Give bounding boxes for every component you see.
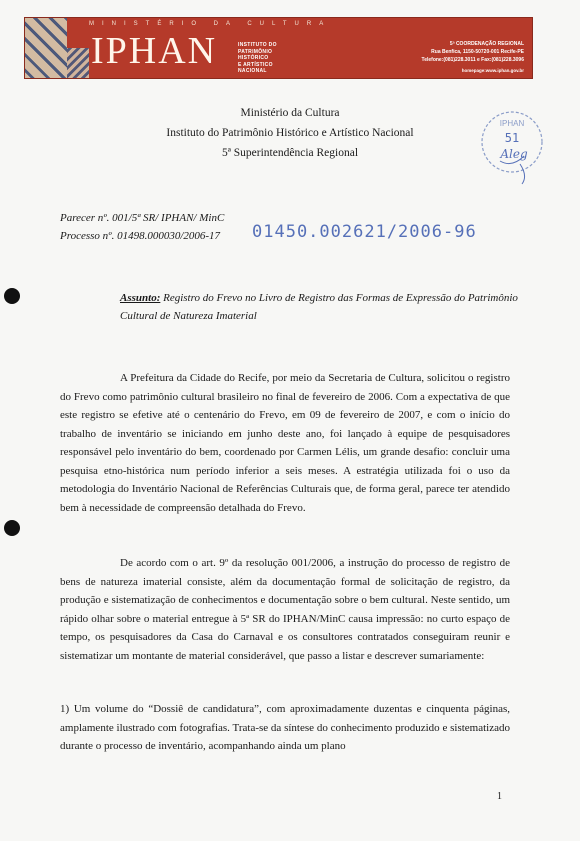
- document-references: [60, 209, 224, 245]
- institute-line: INSTITUTO DO: [238, 42, 277, 48]
- parecer-ref: Parecer nº. 001/5ª SR/ IPHAN/ MinC: [60, 212, 225, 224]
- homepage-text: homepage:www.iphan.gov.br: [461, 68, 524, 73]
- heading-ministry: Ministério da Cultura: [240, 107, 340, 119]
- azulejo-tile-pattern: [25, 18, 67, 78]
- subject-block: [120, 289, 520, 325]
- stamp-number: 51: [504, 131, 520, 145]
- page-number: 1: [497, 791, 502, 802]
- heading-superintendence: 5ª Superintendência Regional: [221, 147, 359, 159]
- institute-name-block: [238, 42, 277, 75]
- processo-ref: Processo nº. 01498.000030/2006-17: [60, 230, 221, 242]
- coord-line: Rua Benfica, 1150-50720-001 Recife-PE: [431, 49, 524, 55]
- coord-line: Telefone:(081)228.3011 e Fax:(081)228.3096: [421, 57, 524, 63]
- ministry-strip-text: MINISTÉRIO DA CULTURA: [89, 21, 332, 27]
- subject-label: Assunto:: [120, 292, 161, 304]
- institute-line: PATRIMÔNIO: [238, 48, 273, 55]
- subject-text: Registro do Frevo no Livro de Registro das Formas de Expressão do Patrimônio Cultural de Natureza Imaterial: [120, 292, 518, 322]
- punch-hole: [4, 288, 20, 304]
- azulejo-tile-pattern-small: [67, 48, 89, 78]
- institute-line: HISTÓRICO: [238, 55, 269, 61]
- paragraph-2: De acordo com o art. 9º da resolução 001/2006, a instrução do processo de registro de bens de natureza imaterial consiste, além da documentação formal de solicitação de registro, da produção e sistematização de conhecimentos e documentação sobre o bem cultural. Neste sentido, um rápido olhar sobre o material entregue à 5ª SR do IPHAN/MinC causa impressão: no curto espaço de tempo, os pesquisadores da Casa do Carnaval e os consultores contratados conseguiram reunir e sistematizar um montante de material considerável, que passo a listar e descrever sumariamente:: [60, 557, 510, 662]
- coord-line: 5ª COORDENAÇÃO REGIONAL: [449, 41, 524, 47]
- iphan-page-stamp: [472, 106, 552, 186]
- institute-line: E ARTÍSTICO: [238, 61, 273, 68]
- coordination-address-block: [374, 40, 524, 64]
- stamp-signature: Aleg: [500, 147, 528, 161]
- stamp-top-text: IPHAN: [499, 119, 525, 128]
- punch-hole: [4, 520, 20, 536]
- paragraph-1: A Prefeitura da Cidade do Recife, por meio da Secretaria de Cultura, solicitou o registro do Frevo como patrimônio cultural brasileiro no final de fevereiro de 2006. Com a expectativa de que este registro se efetive até o centenário do Frevo, em 09 de fevereiro de 2007, e com o início do trabalho de inventário se iniciando em junho deste ano, foi lançado à equipe de pesquisadores responsável pelo inventário do bem, coordenado por Carmen Lélis, um grande desafio: concluir uma pesquisa etno-histórica num período inferior a seis meses. A estratégia utilizada foi o uso da metodologia do Inventário Nacional de Referências Culturais que, de forma geral, parece ter atendido bem à necessidade de compreensão detalhada do Frevo.: [60, 372, 510, 514]
- institute-line: NACIONAL: [238, 68, 267, 74]
- handwritten-process-number: 01450.002621/2006-96: [252, 222, 477, 242]
- iphan-header-banner: [24, 17, 533, 79]
- heading-institute: Instituto do Patrimônio Histórico e Artístico Nacional: [166, 127, 414, 139]
- iphan-logo: IPHAN: [91, 30, 218, 72]
- paragraph-3: 1) Um volume do “Dossiê de candidatura”, com aproximadamente duzentas e cinquenta páginas, amplamente ilustrado com fotografias. Trata-se da síntese do conhecimento produzido e sistematizado durante o processo de inventário, acompanhando ainda um plano: [60, 703, 510, 752]
